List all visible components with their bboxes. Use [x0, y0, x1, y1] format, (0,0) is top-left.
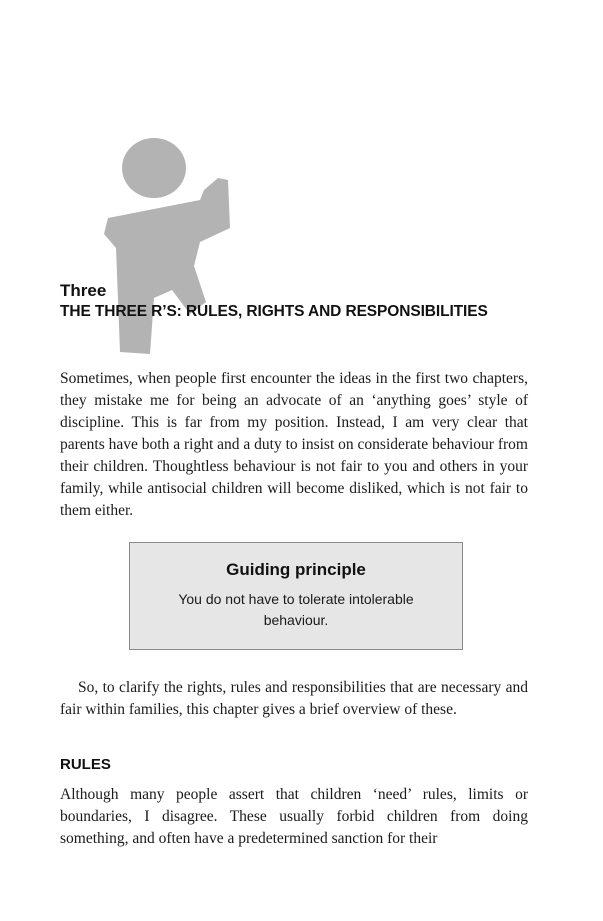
rules-paragraph: Although many people assert that children ‘need’ rules, limits or boundaries, I disagree. These usually forbid children from doing something, and often have a predetermined sanction for their — [60, 786, 528, 847]
chapter-number: Three — [60, 281, 107, 300]
guiding-principle-box — [129, 542, 463, 650]
clarify-paragraph: So, to clarify the rights, rules and responsibilities that are necessary and fair within families, this chapter gives a brief overview of these. — [60, 679, 528, 718]
rules-heading: RULES — [60, 756, 111, 773]
guiding-principle-text: You do not have to tolerate intolerable behaviour. — [178, 591, 414, 628]
intro-paragraph: Sometimes, when people first encounter the ideas in the first two chapters, they mistake me for being an advocate of an ‘anything goes’ style of discipline. This is far from my position. Instead, I am very clear that parents have both a right and a duty to insist on considerate behaviour from their children. Thoughtless behaviour is not fair to you and others in your family, while antisocial children will become disliked, which is not fair to them either. — [60, 370, 528, 519]
chapter-title: THE THREE R’S: RULES, RIGHTS AND RESPONSIBILITIES — [60, 303, 488, 320]
person-figure-icon — [96, 138, 246, 358]
guiding-principle-title: Guiding principle — [226, 560, 366, 579]
